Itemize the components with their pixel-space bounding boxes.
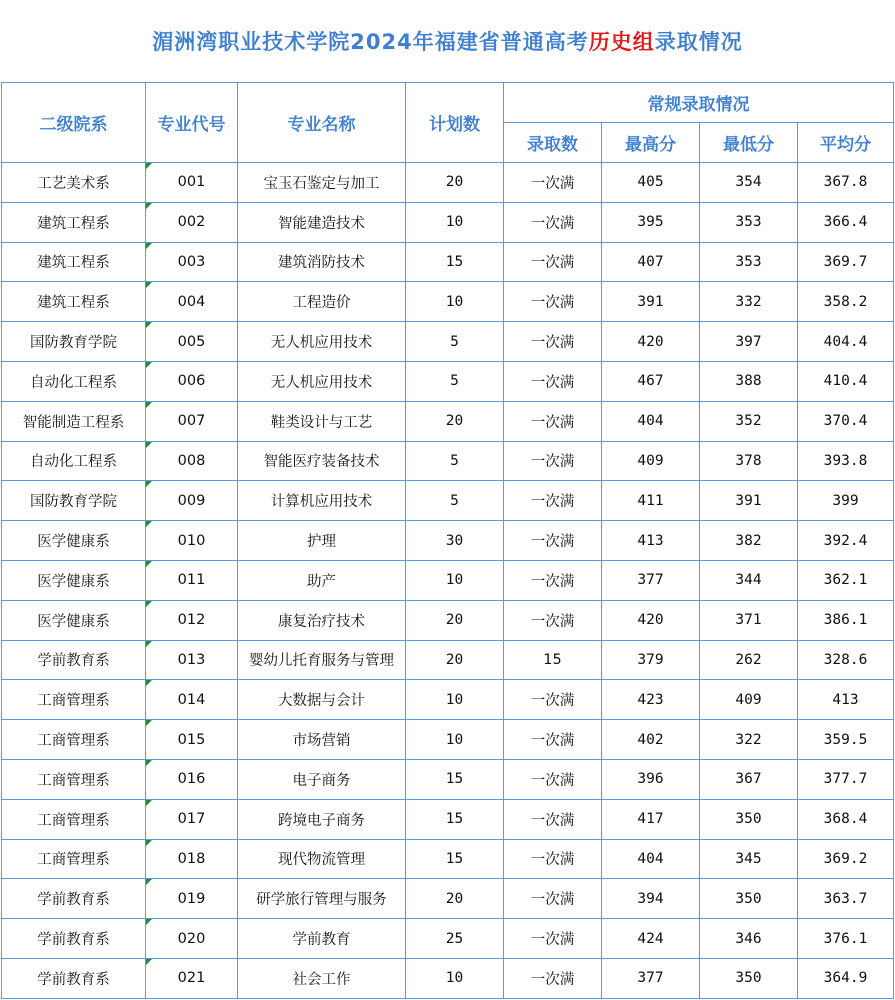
table-row — [2, 202, 894, 242]
cell-major: 现代物流管理 — [238, 839, 406, 879]
cell-avg: 370.4 — [798, 401, 894, 441]
cell-admitted: 15 — [504, 640, 602, 680]
cell-min: 367 — [700, 759, 798, 799]
cell-plan: 10 — [406, 560, 504, 600]
cell-max: 377 — [602, 958, 700, 998]
cell-major: 社会工作 — [238, 958, 406, 998]
cell-min: 378 — [700, 441, 798, 481]
cell-min: 262 — [700, 640, 798, 680]
cell-dept: 建筑工程系 — [2, 282, 146, 322]
cell-plan: 15 — [406, 759, 504, 799]
cell-code: 007 — [146, 401, 238, 441]
table-row — [2, 879, 894, 919]
cell-max: 402 — [602, 720, 700, 760]
table-row — [2, 401, 894, 441]
table-row — [2, 680, 894, 720]
cell-dept: 工商管理系 — [2, 759, 146, 799]
cell-max: 420 — [602, 600, 700, 640]
cell-max: 404 — [602, 401, 700, 441]
header-plan: 计划数 — [406, 83, 504, 163]
cell-avg: 392.4 — [798, 521, 894, 561]
cell-dept: 国防教育学院 — [2, 322, 146, 362]
table-row — [2, 163, 894, 203]
cell-avg: 369.7 — [798, 242, 894, 282]
cell-avg: 393.8 — [798, 441, 894, 481]
cell-avg: 362.1 — [798, 560, 894, 600]
cell-min: 382 — [700, 521, 798, 561]
cell-min: 409 — [700, 680, 798, 720]
cell-avg: 367.8 — [798, 163, 894, 203]
cell-min: 353 — [700, 242, 798, 282]
cell-plan: 10 — [406, 282, 504, 322]
cell-max: 394 — [602, 879, 700, 919]
cell-min: 371 — [700, 600, 798, 640]
cell-plan: 25 — [406, 919, 504, 959]
cell-dept: 学前教育系 — [2, 879, 146, 919]
cell-plan: 10 — [406, 680, 504, 720]
cell-avg: 328.6 — [798, 640, 894, 680]
cell-major: 鞋类设计与工艺 — [238, 401, 406, 441]
table-row — [2, 600, 894, 640]
cell-plan: 30 — [406, 521, 504, 561]
table-row — [2, 361, 894, 401]
cell-plan: 10 — [406, 720, 504, 760]
cell-code: 017 — [146, 799, 238, 839]
cell-dept: 国防教育学院 — [2, 481, 146, 521]
cell-admitted: 一次满 — [504, 759, 602, 799]
cell-dept: 医学健康系 — [2, 560, 146, 600]
cell-major: 研学旅行管理与服务 — [238, 879, 406, 919]
cell-avg: 364.9 — [798, 958, 894, 998]
cell-admitted: 一次满 — [504, 958, 602, 998]
cell-admitted: 一次满 — [504, 282, 602, 322]
table-row — [2, 640, 894, 680]
cell-code: 001 — [146, 163, 238, 203]
cell-max: 467 — [602, 361, 700, 401]
cell-major: 无人机应用技术 — [238, 361, 406, 401]
cell-plan: 5 — [406, 481, 504, 521]
cell-code: 020 — [146, 919, 238, 959]
cell-admitted: 一次满 — [504, 242, 602, 282]
header-admitted: 录取数 — [504, 123, 602, 163]
cell-plan: 15 — [406, 799, 504, 839]
cell-max: 407 — [602, 242, 700, 282]
table-row — [2, 481, 894, 521]
cell-code: 004 — [146, 282, 238, 322]
cell-major: 护理 — [238, 521, 406, 561]
cell-code: 015 — [146, 720, 238, 760]
cell-plan: 10 — [406, 202, 504, 242]
cell-dept: 学前教育系 — [2, 640, 146, 680]
cell-code: 009 — [146, 481, 238, 521]
cell-min: 322 — [700, 720, 798, 760]
cell-avg: 386.1 — [798, 600, 894, 640]
cell-admitted: 一次满 — [504, 322, 602, 362]
cell-dept: 学前教育系 — [2, 919, 146, 959]
cell-min: 354 — [700, 163, 798, 203]
cell-major: 跨境电子商务 — [238, 799, 406, 839]
table-row — [2, 720, 894, 760]
cell-max: 417 — [602, 799, 700, 839]
cell-code: 016 — [146, 759, 238, 799]
cell-avg: 368.4 — [798, 799, 894, 839]
cell-code: 005 — [146, 322, 238, 362]
cell-admitted: 一次满 — [504, 879, 602, 919]
cell-avg: 358.2 — [798, 282, 894, 322]
cell-dept: 自动化工程系 — [2, 441, 146, 481]
cell-min: 350 — [700, 799, 798, 839]
cell-major: 智能建造技术 — [238, 202, 406, 242]
cell-plan: 20 — [406, 879, 504, 919]
cell-major: 助产 — [238, 560, 406, 600]
cell-major: 智能医疗装备技术 — [238, 441, 406, 481]
table-row — [2, 958, 894, 998]
cell-code: 008 — [146, 441, 238, 481]
table-body — [2, 163, 894, 999]
cell-plan: 20 — [406, 401, 504, 441]
cell-admitted: 一次满 — [504, 481, 602, 521]
cell-dept: 学前教育系 — [2, 958, 146, 998]
cell-major: 学前教育 — [238, 919, 406, 959]
cell-plan: 5 — [406, 441, 504, 481]
cell-code: 011 — [146, 560, 238, 600]
cell-dept: 工商管理系 — [2, 720, 146, 760]
table-row — [2, 242, 894, 282]
cell-max: 405 — [602, 163, 700, 203]
cell-dept: 医学健康系 — [2, 600, 146, 640]
cell-max: 423 — [602, 680, 700, 720]
table-row — [2, 441, 894, 481]
cell-max: 424 — [602, 919, 700, 959]
cell-avg: 404.4 — [798, 322, 894, 362]
title-prefix: 湄洲湾职业技术学院2024年福建省普通高考 — [152, 30, 589, 54]
table-row — [2, 839, 894, 879]
cell-dept: 工艺美术系 — [2, 163, 146, 203]
cell-code: 003 — [146, 242, 238, 282]
cell-code: 014 — [146, 680, 238, 720]
header-major: 专业名称 — [238, 83, 406, 163]
cell-avg: 377.7 — [798, 759, 894, 799]
cell-min: 344 — [700, 560, 798, 600]
cell-plan: 5 — [406, 361, 504, 401]
table-row — [2, 919, 894, 959]
cell-admitted: 一次满 — [504, 839, 602, 879]
cell-dept: 工商管理系 — [2, 680, 146, 720]
header-min: 最低分 — [700, 123, 798, 163]
cell-min: 352 — [700, 401, 798, 441]
cell-avg: 369.2 — [798, 839, 894, 879]
title-highlight: 历史组 — [588, 30, 655, 54]
cell-plan: 5 — [406, 322, 504, 362]
title-suffix: 录取情况 — [654, 30, 743, 54]
cell-major: 市场营销 — [238, 720, 406, 760]
cell-code: 012 — [146, 600, 238, 640]
cell-min: 391 — [700, 481, 798, 521]
cell-plan: 20 — [406, 640, 504, 680]
cell-dept: 工商管理系 — [2, 839, 146, 879]
cell-min: 397 — [700, 322, 798, 362]
cell-major: 电子商务 — [238, 759, 406, 799]
cell-max: 395 — [602, 202, 700, 242]
cell-major: 康复治疗技术 — [238, 600, 406, 640]
cell-admitted: 一次满 — [504, 202, 602, 242]
table-row — [2, 799, 894, 839]
header-max: 最高分 — [602, 123, 700, 163]
cell-plan: 10 — [406, 958, 504, 998]
cell-code: 010 — [146, 521, 238, 561]
cell-code: 002 — [146, 202, 238, 242]
cell-avg: 359.5 — [798, 720, 894, 760]
cell-code: 013 — [146, 640, 238, 680]
cell-dept: 自动化工程系 — [2, 361, 146, 401]
cell-admitted: 一次满 — [504, 600, 602, 640]
cell-code: 018 — [146, 839, 238, 879]
cell-avg: 363.7 — [798, 879, 894, 919]
cell-admitted: 一次满 — [504, 680, 602, 720]
cell-major: 计算机应用技术 — [238, 481, 406, 521]
cell-dept: 医学健康系 — [2, 521, 146, 561]
cell-dept: 智能制造工程系 — [2, 401, 146, 441]
cell-admitted: 一次满 — [504, 560, 602, 600]
cell-admitted: 一次满 — [504, 401, 602, 441]
cell-max: 379 — [602, 640, 700, 680]
cell-min: 350 — [700, 958, 798, 998]
cell-dept: 建筑工程系 — [2, 242, 146, 282]
cell-max: 404 — [602, 839, 700, 879]
cell-max: 413 — [602, 521, 700, 561]
cell-max: 391 — [602, 282, 700, 322]
page-title — [0, 0, 895, 82]
cell-code: 021 — [146, 958, 238, 998]
cell-major: 婴幼儿托育服务与管理 — [238, 640, 406, 680]
cell-major: 工程造价 — [238, 282, 406, 322]
header-code: 专业代号 — [146, 83, 238, 163]
cell-major: 建筑消防技术 — [238, 242, 406, 282]
cell-plan: 20 — [406, 600, 504, 640]
cell-min: 345 — [700, 839, 798, 879]
admission-table — [1, 82, 894, 999]
cell-admitted: 一次满 — [504, 720, 602, 760]
cell-min: 350 — [700, 879, 798, 919]
cell-min: 346 — [700, 919, 798, 959]
header-group: 常规录取情况 — [504, 83, 894, 123]
cell-avg: 413 — [798, 680, 894, 720]
cell-dept: 建筑工程系 — [2, 202, 146, 242]
cell-avg: 399 — [798, 481, 894, 521]
cell-max: 377 — [602, 560, 700, 600]
cell-min: 353 — [700, 202, 798, 242]
cell-code: 006 — [146, 361, 238, 401]
header-avg: 平均分 — [798, 123, 894, 163]
cell-admitted: 一次满 — [504, 799, 602, 839]
cell-admitted: 一次满 — [504, 521, 602, 561]
cell-admitted: 一次满 — [504, 919, 602, 959]
cell-admitted: 一次满 — [504, 361, 602, 401]
cell-major: 无人机应用技术 — [238, 322, 406, 362]
cell-min: 388 — [700, 361, 798, 401]
header-dept: 二级院系 — [2, 83, 146, 163]
table-row — [2, 282, 894, 322]
cell-dept: 工商管理系 — [2, 799, 146, 839]
cell-major: 大数据与会计 — [238, 680, 406, 720]
cell-min: 332 — [700, 282, 798, 322]
table-row — [2, 759, 894, 799]
cell-max: 396 — [602, 759, 700, 799]
table-row — [2, 322, 894, 362]
cell-plan: 20 — [406, 163, 504, 203]
cell-admitted: 一次满 — [504, 163, 602, 203]
cell-plan: 15 — [406, 839, 504, 879]
cell-major: 宝玉石鉴定与加工 — [238, 163, 406, 203]
cell-code: 019 — [146, 879, 238, 919]
cell-max: 411 — [602, 481, 700, 521]
cell-avg: 376.1 — [798, 919, 894, 959]
table-row — [2, 521, 894, 561]
cell-plan: 15 — [406, 242, 504, 282]
cell-max: 420 — [602, 322, 700, 362]
cell-avg: 366.4 — [798, 202, 894, 242]
cell-admitted: 一次满 — [504, 441, 602, 481]
cell-max: 409 — [602, 441, 700, 481]
table-row — [2, 560, 894, 600]
cell-avg: 410.4 — [798, 361, 894, 401]
